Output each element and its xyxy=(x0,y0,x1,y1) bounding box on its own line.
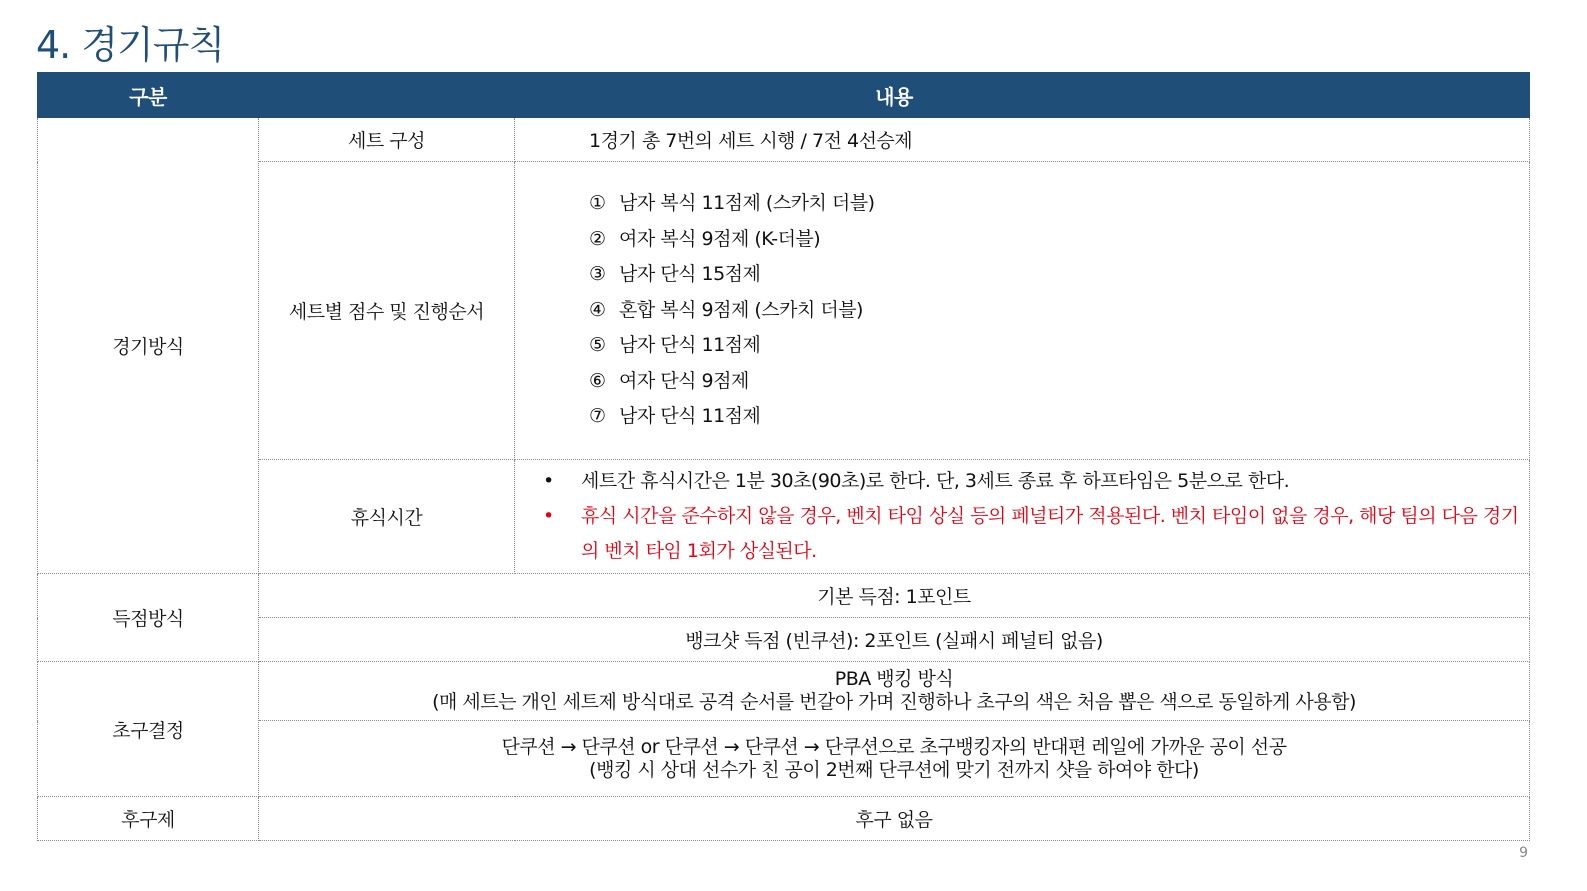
subcategory-rest-time: 휴식시간 xyxy=(259,460,515,574)
break-method-title: PBA 뱅킹 방식 xyxy=(834,668,954,690)
order-text: 남자 단식 15점제 xyxy=(619,263,761,286)
list-item xyxy=(589,257,1529,293)
break-method-note: (매 세트는 개인 세트제 방식대로 공격 순서를 번갈아 가며 진행하나 초구의 색은 처음 뽑은 색으로 동일하게 사용함) xyxy=(432,691,1356,713)
rest-time-penalty: 휴식 시간을 준수하지 않을 경우, 벤치 타임 상실 등의 페널티가 적용된다. 벤치 타임이 없을 경우, 해당 팀의 다음 경기의 벤치 타임 1회가 상실된다. xyxy=(581,505,1519,562)
order-number: ③ xyxy=(589,263,606,286)
rest-time-list xyxy=(515,464,1529,569)
table-row xyxy=(38,662,1530,721)
followup-value: 후구 없음 xyxy=(259,797,1530,841)
table-row xyxy=(38,162,1530,460)
list-item xyxy=(589,222,1529,258)
subcategory-set-order: 세트별 점수 및 진행순서 xyxy=(259,162,515,460)
order-number: ② xyxy=(589,227,606,250)
table-row xyxy=(38,118,1530,162)
set-composition-value: 1경기 총 7번의 세트 시행 / 7전 4선승제 xyxy=(515,118,1530,162)
table-header-row xyxy=(38,73,1530,118)
rules-table xyxy=(37,72,1530,841)
order-text: 혼합 복식 9점제 (스카치 더블) xyxy=(619,298,863,321)
order-text: 남자 복식 11점제 (스카치 더블) xyxy=(619,192,875,215)
list-item xyxy=(589,328,1529,364)
table-row xyxy=(38,574,1530,618)
list-item xyxy=(589,364,1529,400)
bullet-icon: • xyxy=(543,470,554,492)
subcategory-set-composition: 세트 구성 xyxy=(259,118,515,162)
table-row xyxy=(38,721,1530,797)
set-order-cell xyxy=(515,162,1530,460)
table-row xyxy=(38,460,1530,574)
header-category: 구분 xyxy=(38,73,259,118)
bullet-icon: • xyxy=(543,505,554,527)
order-number: ⑦ xyxy=(589,405,606,428)
order-text: 여자 단식 9점제 xyxy=(619,369,749,392)
break-rule-text: 단쿠션 → 단쿠션 or 단쿠션 → 단쿠션 → 단쿠션으로 초구뱅킹자의 반대편 레일에 가까운 공이 선공 xyxy=(501,735,1287,758)
header-content: 내용 xyxy=(259,73,1530,118)
category-match-method: 경기방식 xyxy=(38,118,259,574)
set-order-list xyxy=(515,186,1529,435)
rest-time-rule: 세트간 휴식시간은 1분 30초(90초)로 한다. 단, 3세트 종료 후 하프타임은 5분으로 한다. xyxy=(581,470,1290,492)
list-item xyxy=(543,499,1523,569)
table-row xyxy=(38,797,1530,841)
scoring-bankshot: 뱅크샷 득점 (빈쿠션): 2포인트 (실패시 페널티 없음) xyxy=(259,618,1530,662)
page-number: 9 xyxy=(1519,845,1528,861)
order-text: 여자 복식 9점제 (K-더블) xyxy=(619,227,821,250)
break-rule-note: (뱅킹 시 상대 선수가 친 공이 2번째 단쿠션에 맞기 전까지 샷을 하여야 한다) xyxy=(589,758,1199,781)
order-text: 남자 단식 11점제 xyxy=(619,405,761,428)
order-text: 남자 단식 11점제 xyxy=(619,334,761,357)
category-break-decision: 초구결정 xyxy=(38,662,259,797)
category-scoring: 득점방식 xyxy=(38,574,259,662)
break-decision-method xyxy=(259,662,1530,721)
order-number: ⑤ xyxy=(589,334,606,357)
list-item xyxy=(589,186,1529,222)
table-row xyxy=(38,618,1530,662)
page-title: 4. 경기규칙 xyxy=(36,23,225,67)
break-decision-rule xyxy=(259,721,1530,797)
scoring-basic: 기본 득점: 1포인트 xyxy=(259,574,1530,618)
list-item xyxy=(543,464,1523,499)
order-number: ① xyxy=(589,192,606,215)
rest-time-cell xyxy=(515,460,1530,574)
category-followup: 후구제 xyxy=(38,797,259,841)
list-item xyxy=(589,293,1529,329)
order-number: ⑥ xyxy=(589,369,606,392)
list-item xyxy=(589,399,1529,435)
order-number: ④ xyxy=(589,298,606,321)
